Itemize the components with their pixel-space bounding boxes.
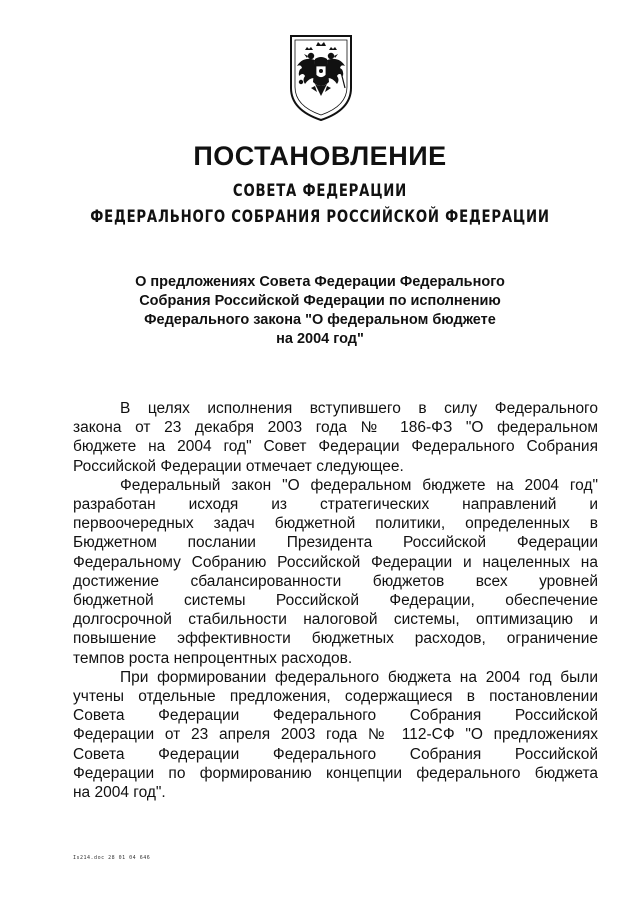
text-line: учтены отдельные предложения, содержащиеся в постановлении bbox=[73, 688, 598, 706]
text-line: Федерации от 23 апреля 2003 года № 112-СФ "О предложениях bbox=[73, 726, 598, 744]
text-line: При формировании федерального бюджета на 2004 год были bbox=[120, 668, 598, 686]
subject-line: Собрания Российской Федерации по исполнению bbox=[139, 293, 501, 309]
text-line: В целях исполнения вступившего в силу Федерального bbox=[120, 400, 598, 417]
paragraph-1 bbox=[73, 399, 598, 476]
text-line: темпов роста непроцентных расходов. bbox=[73, 649, 353, 667]
document-body bbox=[73, 399, 598, 802]
text-line: бюджете на 2004 год" Совет Федерации Федерального Собрания bbox=[73, 438, 598, 456]
subject-line: на 2004 год" bbox=[276, 331, 364, 347]
text-line: Бюджетном послании Президента Российской Федерации bbox=[73, 534, 598, 552]
text-line: повышение эффективности бюджетных расходов, ограничение bbox=[73, 630, 598, 648]
paragraph-3 bbox=[73, 668, 598, 802]
subject-line: Федерального закона "О федеральном бюджете bbox=[144, 312, 496, 328]
text-line: разработан исходя из стратегических направлений и bbox=[73, 496, 598, 514]
text-line: долгосрочной стабильности налоговой системы, оптимизацию и bbox=[73, 611, 598, 629]
text-line: закона от 23 декабря 2003 года № 186-ФЗ "О федеральном bbox=[73, 419, 598, 437]
text-line: Федеральному Собранию Российской Федерации и нацеленных на bbox=[73, 553, 598, 571]
text-line: Федерации по формированию концепции федерального бюджета bbox=[73, 764, 598, 782]
russian-coat-of-arms-icon bbox=[287, 30, 355, 122]
subject-line: О предложениях Совета Федерации Федерального bbox=[135, 274, 505, 290]
text-line: на 2004 год". bbox=[73, 784, 166, 802]
document-subject bbox=[110, 273, 530, 349]
text-line: Российской Федерации отмечает следующее. bbox=[73, 457, 404, 475]
text-line: Совета Федерации Федерального Собрания Российской bbox=[73, 707, 598, 725]
document-issuer-line2: ФЕДЕРАЛЬНОГО СОБРАНИЯ РОССИЙСКОЙ ФЕДЕРАЦИИ bbox=[90, 207, 550, 227]
text-line: достижение сбалансированности бюджетов всех уровней bbox=[73, 572, 598, 590]
footer-file-code: Is214.doc 28 01 04 646 bbox=[73, 855, 151, 861]
document-issuer-line1: СОВЕТА ФЕДЕРАЦИИ bbox=[232, 181, 408, 201]
text-line: бюджетной системы Российской Федерации, обеспечение bbox=[73, 592, 598, 610]
text-line: Совета Федерации Федерального Собрания Российской bbox=[73, 745, 598, 763]
document-title: ПОСТАНОВЛЕНИЕ bbox=[193, 141, 447, 171]
paragraph-2 bbox=[73, 476, 598, 668]
text-line: Федеральный закон "О федеральном бюджете на 2004 год" bbox=[120, 476, 598, 494]
text-line: первоочередных задач бюджетной политики, определенных в bbox=[73, 515, 598, 533]
